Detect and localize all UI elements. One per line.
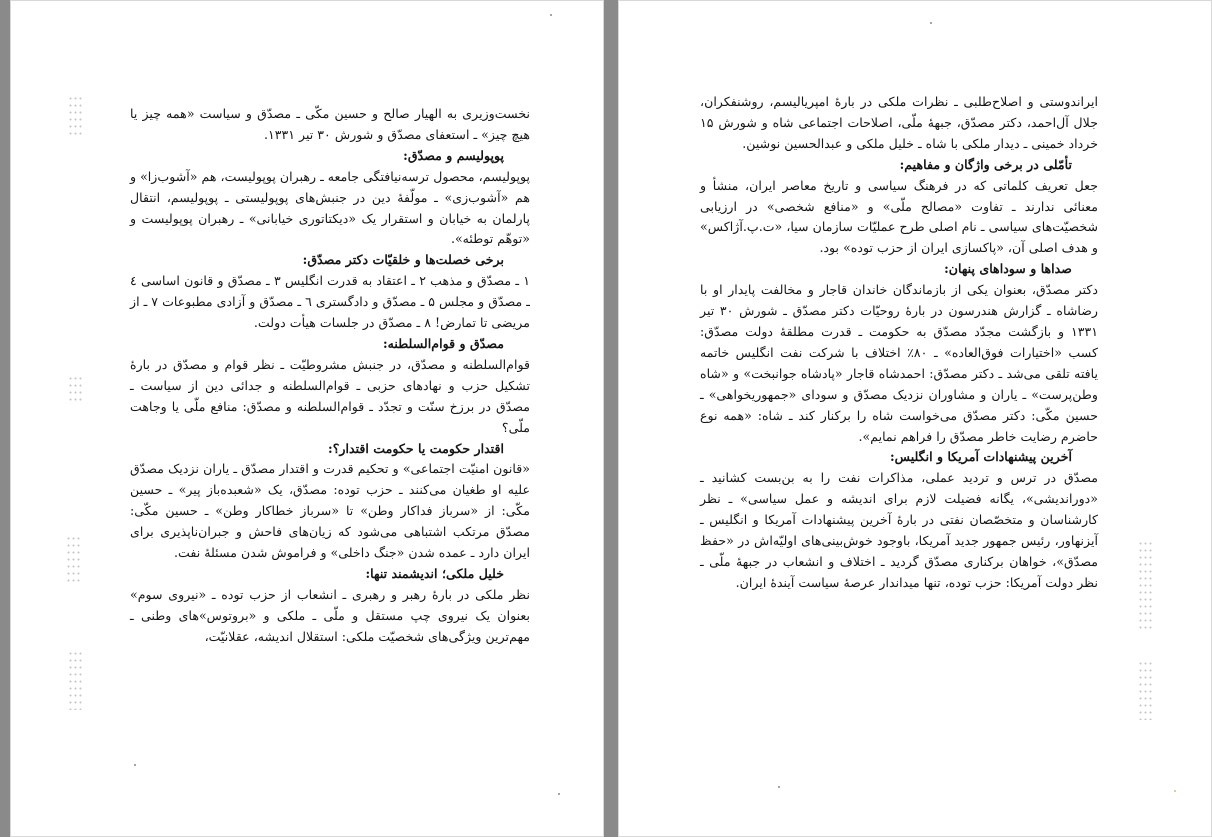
left-page: [10, 0, 604, 837]
section-heading: خلیل ملکی؛ اندیشمند تنها:: [365, 565, 504, 581]
paragraph: جعل تعریف کلماتی که در فرهنگ سیاسی و تاریخ معاصر ایران، منشأ و معنائی ندارند ـ تفاوت «مصالح ملّی» و «منافع شخصی» در ارزیابی شخصیّت‌های سیاسی ـ نام اصلی طرح عملیّات سازمان سیا، «ت.پ.آژاکس» و هدف اصلی آن، «پاکسازی ایران از حزب توده» بود.: [700, 177, 1098, 256]
paragraph: نظر ملکی در بارهٔ رهبر و رهبری ـ انشعاب از حزب توده ـ «نیروی سوم» بعنوان یک نیروی چپ مستقل و ملّی ـ ملکی و «بروتوس»های وطنی ـ مهم‌ترین ویژگی‌های شخصیّت ملکی: استقلال اندیشه، عقلانیّت،: [130, 586, 530, 644]
paragraph: ۱ ـ مصدّق و مذهب ۲ ـ اعتقاد به قدرت انگلیس ۳ ـ مصدّق و قانون اساسی ٤ ـ مصدّق و مجلس ۵ ـ مصدّق و دادگستری ٦ ـ مصدّق و آزادی مطبوعات ۷ ـ از مریضی تا تمارض! ۸ ـ مصدّق در جلسات هیأت دولت.: [130, 273, 530, 331]
scan-margin-noise: [1138, 540, 1152, 630]
section-heading: پوپولیسم و مصدّق:: [403, 147, 504, 163]
scan-margin-noise: [1138, 660, 1152, 720]
scan-speck: [930, 22, 932, 24]
scan-margin-noise: [68, 650, 82, 710]
paragraph: «قانون امنیّت اجتماعی» و تحکیم قدرت و اقتدار مصدّق ـ یاران نزدیک مصدّق علیه او طغیان می‌کنند ـ حزب توده: مصدّق، یک «شعبده‌باز پیر» ـ حسین مکّی: از «سرباز فداکار وطن» تا «سرباز خطاکار وطن» ـ حسین مکّی: مصدّق مرتکب اشتباهی می‌شود که زیان‌های فاحش و جبران‌ناپذیری برای ایران دارد ـ عمده شدن «جنگ داخلی» و فراموش شدن مسئلهٔ نفت.: [130, 461, 530, 561]
paragraph: نخست‌وزیری به الهیار صالح و حسین مکّی ـ مصدّق و سیاست «همه چیز یا هیچ چیز» ـ استعفای مصدّق و شورش ۳۰ تیر ۱۳۳۱.: [130, 106, 530, 142]
scan-speck: [558, 793, 560, 795]
scan-speck: [134, 764, 136, 766]
section-heading: تأمّلی در برخی واژگان و مفاهیم:: [899, 156, 1072, 172]
right-text-column: [700, 92, 1098, 594]
scan-margin-noise: [66, 535, 80, 585]
paragraph: ایراندوستی و اصلاح‌طلبی ـ نظرات ملکی در بارهٔ امپریالیسم، روشنفکران، جلال آل‌احمد، دکتر مصدّق، جبههٔ ملّی، اصلاحات اجتماعی شاه و شورش ۱۵ خرداد خمینی ـ دیدار ملکی با شاه ـ خلیل ملکی و عبدالحسین نوشین.: [700, 94, 1098, 151]
section-heading: مصدّق و قوام‌السلطنه:: [383, 335, 504, 351]
scan-margin-noise: [68, 95, 82, 135]
left-text-column: [130, 104, 530, 648]
paragraph: قوام‌السلطنه و مصدّق، در جنبش مشروطیّت ـ نظر قوام و مصدّق در بارهٔ تشکیل حزب و نهادهای حزبی ـ قوام‌السلطنه و جدائی دین از سیاست ـ مصدّق در برزخ سنّت و تجدّد ـ قوام‌السلطنه و مصدّق: منافع ملّی یا وجاهت ملّی؟: [130, 356, 530, 435]
paragraph: دکتر مصدّق، بعنوان یکی از بازماندگان خاندان قاجار و مخالفت پایدار او با رضاشاه ـ گزارش هندرسون در بارهٔ روحیّات دکتر مصدّق ـ شورش ۳۰ تیر ۱۳۳۱ و بازگشت مجدّد مصدّق به حکومت ـ قدرت مطلقهٔ دولت مصدّق: کسب «اختیارات فوق‌العاده» ـ ۸۰٪ اختلاف با شرکت نفت انگلیس خاتمه یافته تلقی می‌شد ـ دکتر مصدّق: احمدشاه قاجار «پادشاه جوانبخت» و «شاه وطن‌پرست» ـ یاران و مشاوران نزدیک مصدّق و سودای «جمهوریخواهی» ـ حسین مکّی: دکتر مصدّق می‌خواست شاه را برکنار کند ـ شاه: «همه نوع حاضرم رضایت خاطر مصدّق را فراهم نمایم».: [700, 282, 1098, 444]
scan-speck: [550, 14, 552, 16]
scan-speck: [778, 786, 780, 788]
paragraph: مصدّق در ترس و تردید عملی، مذاکرات نفت را به بن‌بست کشانید ـ «دوراندیشی»، یگانه فضیلت لازم برای اندیشه و عمل سیاسی» ـ نظر کارشناسان و متخصّصان نفتی در بارهٔ آخرین پیشنهادات آمریکا و انگلیس ـ آیزنهاور، رئیس جمهور جدید آمریکا، باوجود خوش‌بینی‌های اولیّه‌اش در «حفظ مصدّق»، خواهان برکناری مصدّق گردید ـ اختلاف و انشعاب در جبههٔ ملّی ـ نظر دولت آمریکا: حزب توده، تنها میداندار عرصهٔ سیاست آیندهٔ ایران.: [700, 470, 1098, 590]
scan-margin-noise: [68, 375, 82, 405]
paragraph: پوپولیسم، محصول ترسه‌نیافتگی جامعه ـ رهبران پوپولیست، هم «آشوب‌زا» و هم «آشوب‌زی» ـ مولّفهٔ دین در جنبش‌های پوپولیستی ـ پوپولیسم، انتقال پارلمان به خیابان و استقرار یک «دیکتاتوری خیابانی» ـ رهبران پوپولیست و «توهّم توطئه».: [130, 168, 530, 247]
right-page: [618, 0, 1212, 837]
scan-speck: [1174, 790, 1176, 792]
section-heading: اقتدار حکومت یا حکومت اقتدار؟:: [328, 440, 504, 456]
section-heading: برخی خصلت‌ها و خلقیّات دکتر مصدّق:: [302, 252, 504, 268]
section-heading: آخرین پیشنهادات آمریکا و انگلیس:: [889, 449, 1072, 465]
section-heading: صداها و سوداهای پنهان:: [944, 261, 1072, 277]
